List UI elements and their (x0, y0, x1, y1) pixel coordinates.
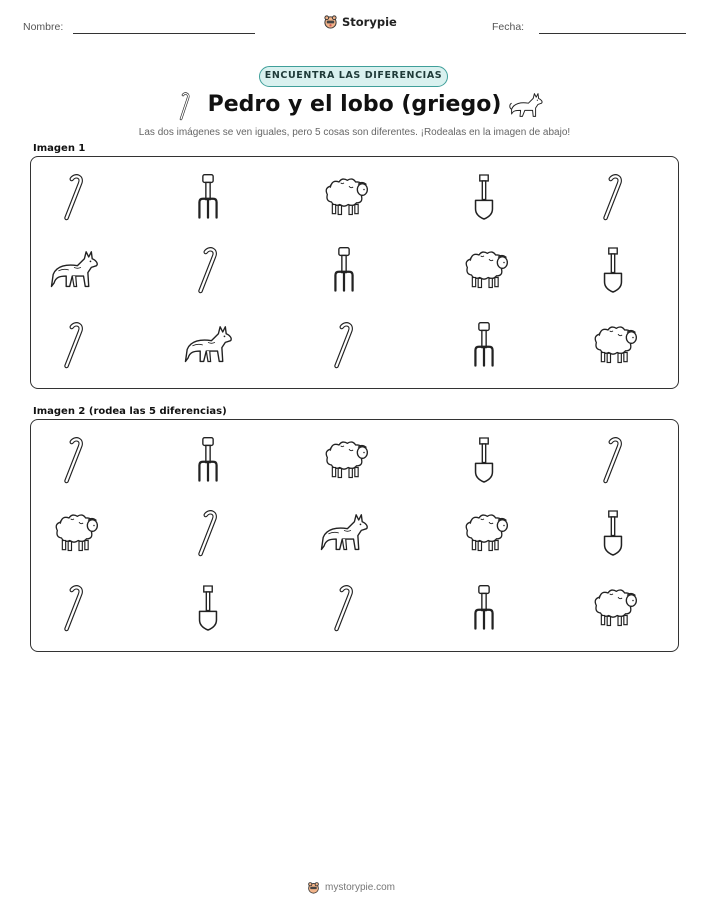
image1-wolf-icon (173, 315, 243, 375)
image2-sheep-icon[interactable] (309, 430, 379, 490)
image2-crook-icon[interactable] (39, 430, 109, 490)
image1-crook-icon (39, 167, 109, 227)
name-label: Nombre: (23, 21, 64, 33)
image1-panel (30, 156, 679, 389)
instructions-text: Las dos imágenes se ven iguales, pero 5 cosas son diferentes. ¡Rodealas en la imagen de abajo! (138, 127, 571, 138)
image2-pitchfork-icon[interactable] (449, 578, 519, 638)
footer (307, 881, 395, 894)
title-wolf-icon (508, 89, 544, 121)
brand-name: Storypie (342, 14, 397, 29)
footer-url[interactable]: mystorypie.com (325, 882, 396, 893)
image2-crook-icon[interactable] (39, 578, 109, 638)
image2-shovel-icon[interactable] (173, 578, 243, 638)
image2-sheep-icon[interactable] (449, 503, 519, 563)
storypie-logo-icon (323, 14, 338, 29)
image1-crook-icon (173, 240, 243, 300)
image2-shovel-icon[interactable] (578, 503, 648, 563)
image1-sheep-icon (449, 240, 519, 300)
image1-wolf-icon (39, 240, 109, 300)
image1-shovel-icon (449, 167, 519, 227)
image1-label: Imagen 1 (33, 143, 86, 154)
image2-sheep-icon[interactable] (39, 503, 109, 563)
name-line[interactable] (73, 33, 255, 34)
brand-logo (323, 14, 397, 29)
image1-crook-icon (39, 315, 109, 375)
image1-pitchfork-icon (173, 167, 243, 227)
image2-pitchfork-icon[interactable] (173, 430, 243, 490)
image2-sheep-icon[interactable] (578, 578, 648, 638)
image1-pitchfork-icon (309, 240, 379, 300)
image1-pitchfork-icon (449, 315, 519, 375)
image2-wolf-icon[interactable] (309, 503, 379, 563)
image1-sheep-icon (309, 167, 379, 227)
date-line[interactable] (539, 33, 686, 34)
image2-label: Imagen 2 (rodea las 5 diferencias) (33, 406, 227, 417)
storypie-footer-logo-icon (307, 881, 320, 894)
date-label: Fecha: (492, 21, 525, 33)
image1-sheep-icon (578, 315, 648, 375)
image2-shovel-icon[interactable] (449, 430, 519, 490)
image2-crook-icon[interactable] (173, 503, 243, 563)
image2-crook-icon[interactable] (578, 430, 648, 490)
image1-crook-icon (309, 315, 379, 375)
page-title: Pedro y el lobo (griego) (207, 92, 502, 117)
activity-badge: ENCUENTRA LAS DIFERENCIAS (259, 66, 448, 87)
image2-panel[interactable] (30, 419, 679, 652)
image1-shovel-icon (578, 240, 648, 300)
image1-crook-icon (578, 167, 648, 227)
image2-crook-icon[interactable] (309, 578, 379, 638)
